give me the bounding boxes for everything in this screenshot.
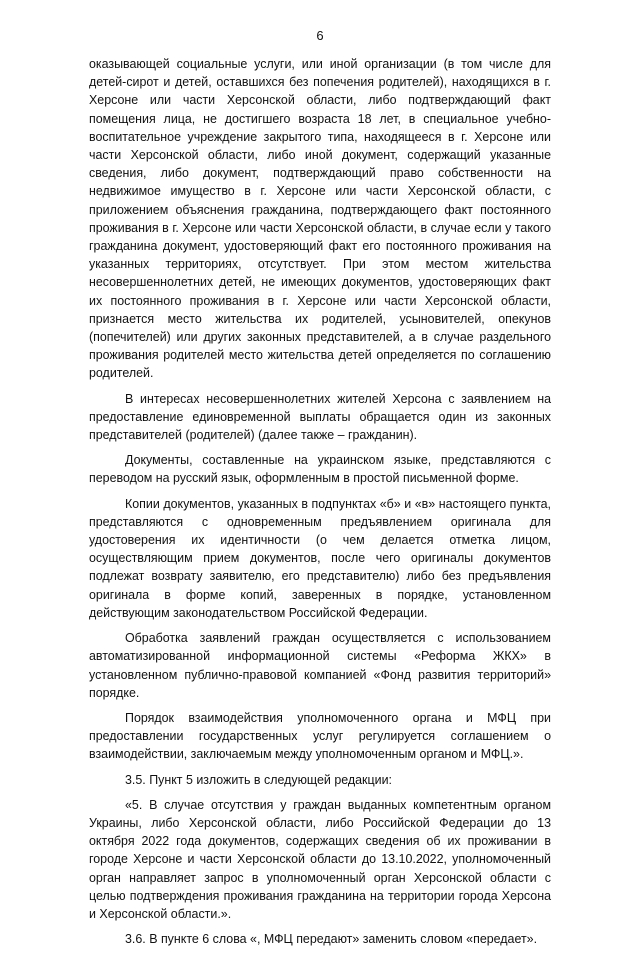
page-number: 6 (316, 28, 324, 43)
document-body (89, 55, 551, 955)
paragraph-mfc-interaction: Порядок взаимодействия уполномоченного органа и МФЦ при предоставлении государственных услуг регулируется соглашением о взаимодействии, заключаемым между уполномоченным органом и МФЦ.». (89, 710, 551, 762)
paragraph-new-clause-5: «5. В случае отсутствия у граждан выданных компетентным органом Украины, либо Херсонской области, либо Российской Федерации до 13 октября 2022 года документов, содержащих сведения об их проживании в городе Херсоне и части Херсонской области до 13.10.2022, уполномоченный орган направляет запрос в уполномоченный орган Херсонской области с целью подтверждения проживания гражданина на территории города Херсона и Херсонской области.». (89, 797, 551, 921)
paragraph-document-copies: Копии документов, указанных в подпунктах «б» и «в» настоящего пункта, представляются с одновременным предъявлением оригинала для удостоверения их идентичности (о чем делается отметка лицом, осуществляющим прием документов, после чего оригиналы документов подлежат возврату заявителю, его представителю) либо без предъявления оригинала в форме копий, заверенных в порядке, установленном действующим законодательством Российской Федерации. (89, 496, 551, 620)
paragraph-clause-3-5: 3.5. Пункт 5 изложить в следующей редакции: (125, 772, 392, 787)
paragraph-application-processing: Обработка заявлений граждан осуществляется с использованием автоматизированной информационной системы «Реформа ЖКХ» в установленном публично-правовой компанией «Фонд развития территорий» порядке. (89, 631, 551, 700)
paragraph-continuation: оказывающей социальные услуги, или иной организации (в том числе для детей-сирот и детей, оставшихся без попечения родителей), находящихся в г. Херсоне или части Херсонской области, либо подтверждающий факт помещения лица, не достигшего возраста 18 лет, в специальное учебно-воспитательное учреждение закрытого типа, находящееся в г. Херсоне или части Херсонской области, либо иной документ, содержащий указанные сведения, либо документ, подтверждающий право собственности на недвижимое имущество в г. Херсоне или части Херсонской области, с приложением объяснения гражданина, подтверждающего факт постоянного проживания в г. Херсоне или части Херсонской области, в случае если у такого гражданина документ, удостоверяющий факт его постоянного проживания на указанных территориях, отсутствует. При этом местом жительства несовершеннолетних детей, не имеющих документов, удостоверяющих факт их постоянного проживания в г. Херсоне или части Херсонской области, признается место жительства их родителей, усыновителей, опекунов (попечителей) или других законных представителей, а в случае раздельного проживания родителей место жительства детей определяется по соглашению родителей. (89, 57, 551, 381)
paragraph-clause-3-6: 3.6. В пункте 6 слова «, МФЦ передают» заменить словом «передает». (125, 932, 538, 947)
paragraph-minors-representatives: В интересах несовершеннолетних жителей Херсона с заявлением на предоставление единовременной выплаты обращается один из законных представителей (родителей) (далее также – гражданин). (89, 391, 551, 443)
paragraph-ukrainian-documents: Документы, составленные на украинском языке, представляются с переводом на русский язык, оформленным в простой письменной форме. (89, 453, 551, 486)
